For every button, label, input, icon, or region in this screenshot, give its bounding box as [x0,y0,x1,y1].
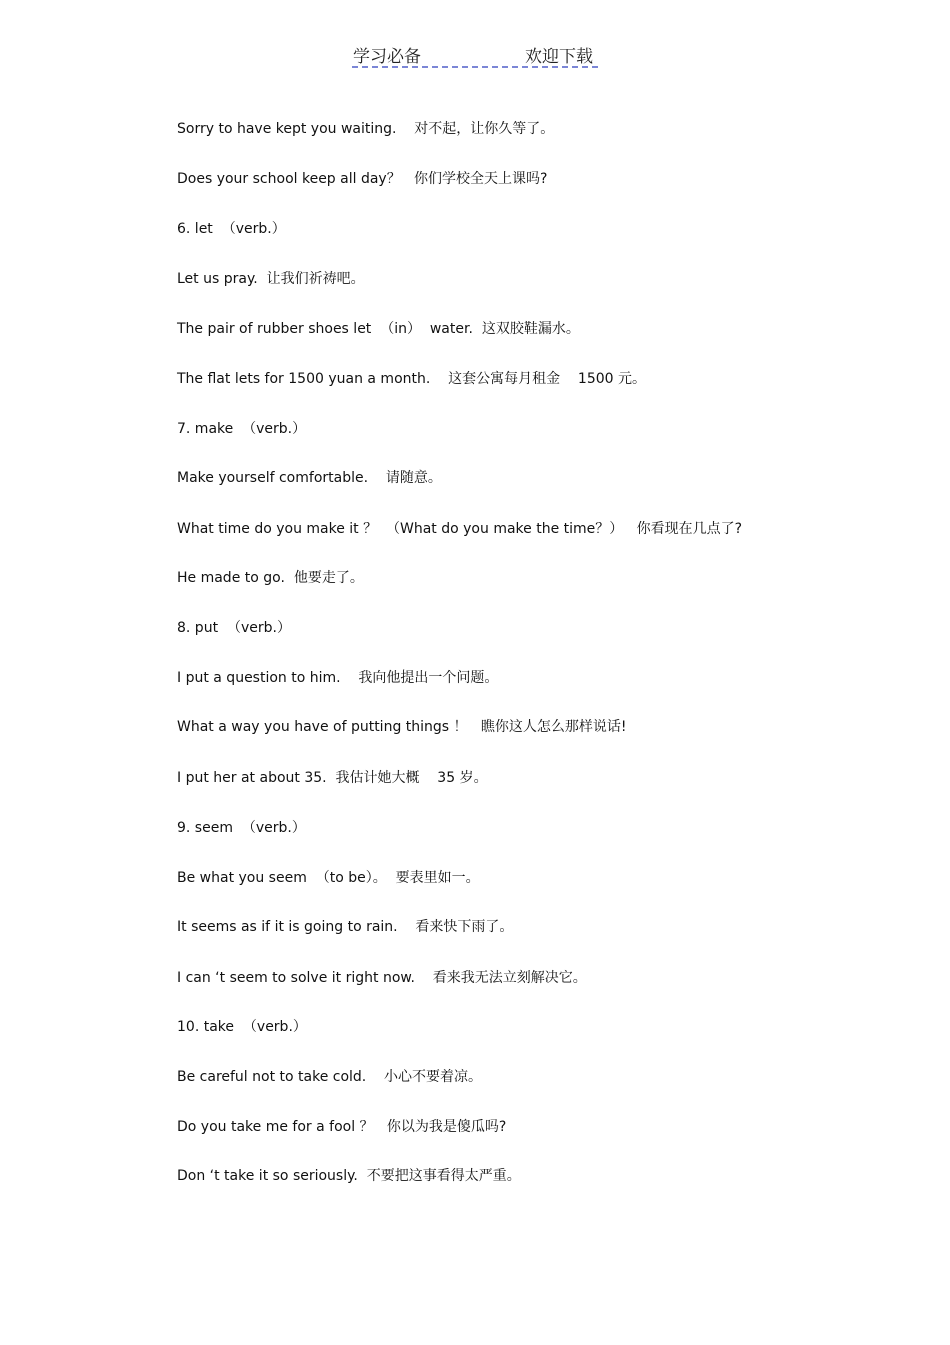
section-heading-let: 6. let （verb.） [177,221,286,237]
sentence-line: The flat lets for 1500 yuan a month. 这套公寓每月租金 1500 元。 [177,371,646,387]
section-heading-put: 8. put （verb.） [177,620,291,636]
sentence-line: Make yourself comfortable. 请随意。 [177,470,442,486]
section-heading-make: 7. make （verb.） [177,421,307,437]
sentence-line: Does your school keep all day？ 你们学校全天上课吗? [177,171,548,187]
sentence-line: Let us pray. 让我们祈祷吧。 [177,271,365,287]
sentence-line: It seems as if it is going to rain. 看来快下雨了。 [177,919,514,935]
sentence-line: I can ‘t seem to solve it right now. 看来我无法立刻解决它。 [177,970,587,986]
header-left-text: 学习必备 [353,47,421,67]
sentence-line: What time do you make it ？ （What do you make the time？） 你看现在几点了? [177,521,743,537]
page-header [352,40,598,68]
sentence-line: Be what you seem （to be）。 要表里如一。 [177,870,480,886]
sentence-line: The pair of rubber shoes let （in） water. 这双胶鞋漏水。 [177,321,580,337]
sentence-line: He made to go. 他要走了。 [177,570,364,586]
sentence-line: What a way you have of putting things ！ 瞧你这人怎么那样说话! [177,719,627,735]
section-heading-take: 10. take （verb.） [177,1019,307,1035]
sentence-line: Be careful not to take cold. 小心不要着凉。 [177,1069,483,1085]
section-heading-seem: 9. seem （verb.） [177,820,306,836]
sentence-line: Don ‘t take it so seriously. 不要把这事看得太严重。 [177,1168,521,1184]
sentence-line: Do you take me for a fool ？ 你以为我是傻瓜吗? [177,1119,507,1135]
header-right-text: 欢迎下载 [525,47,593,67]
sentence-line: Sorry to have kept you waiting. 对不起，让你久等了。 [177,121,555,137]
sentence-line: I put a question to him. 我向他提出一个问题。 [177,670,499,686]
sentence-line: I put her at about 35. 我估计她大概 35 岁。 [177,770,488,786]
